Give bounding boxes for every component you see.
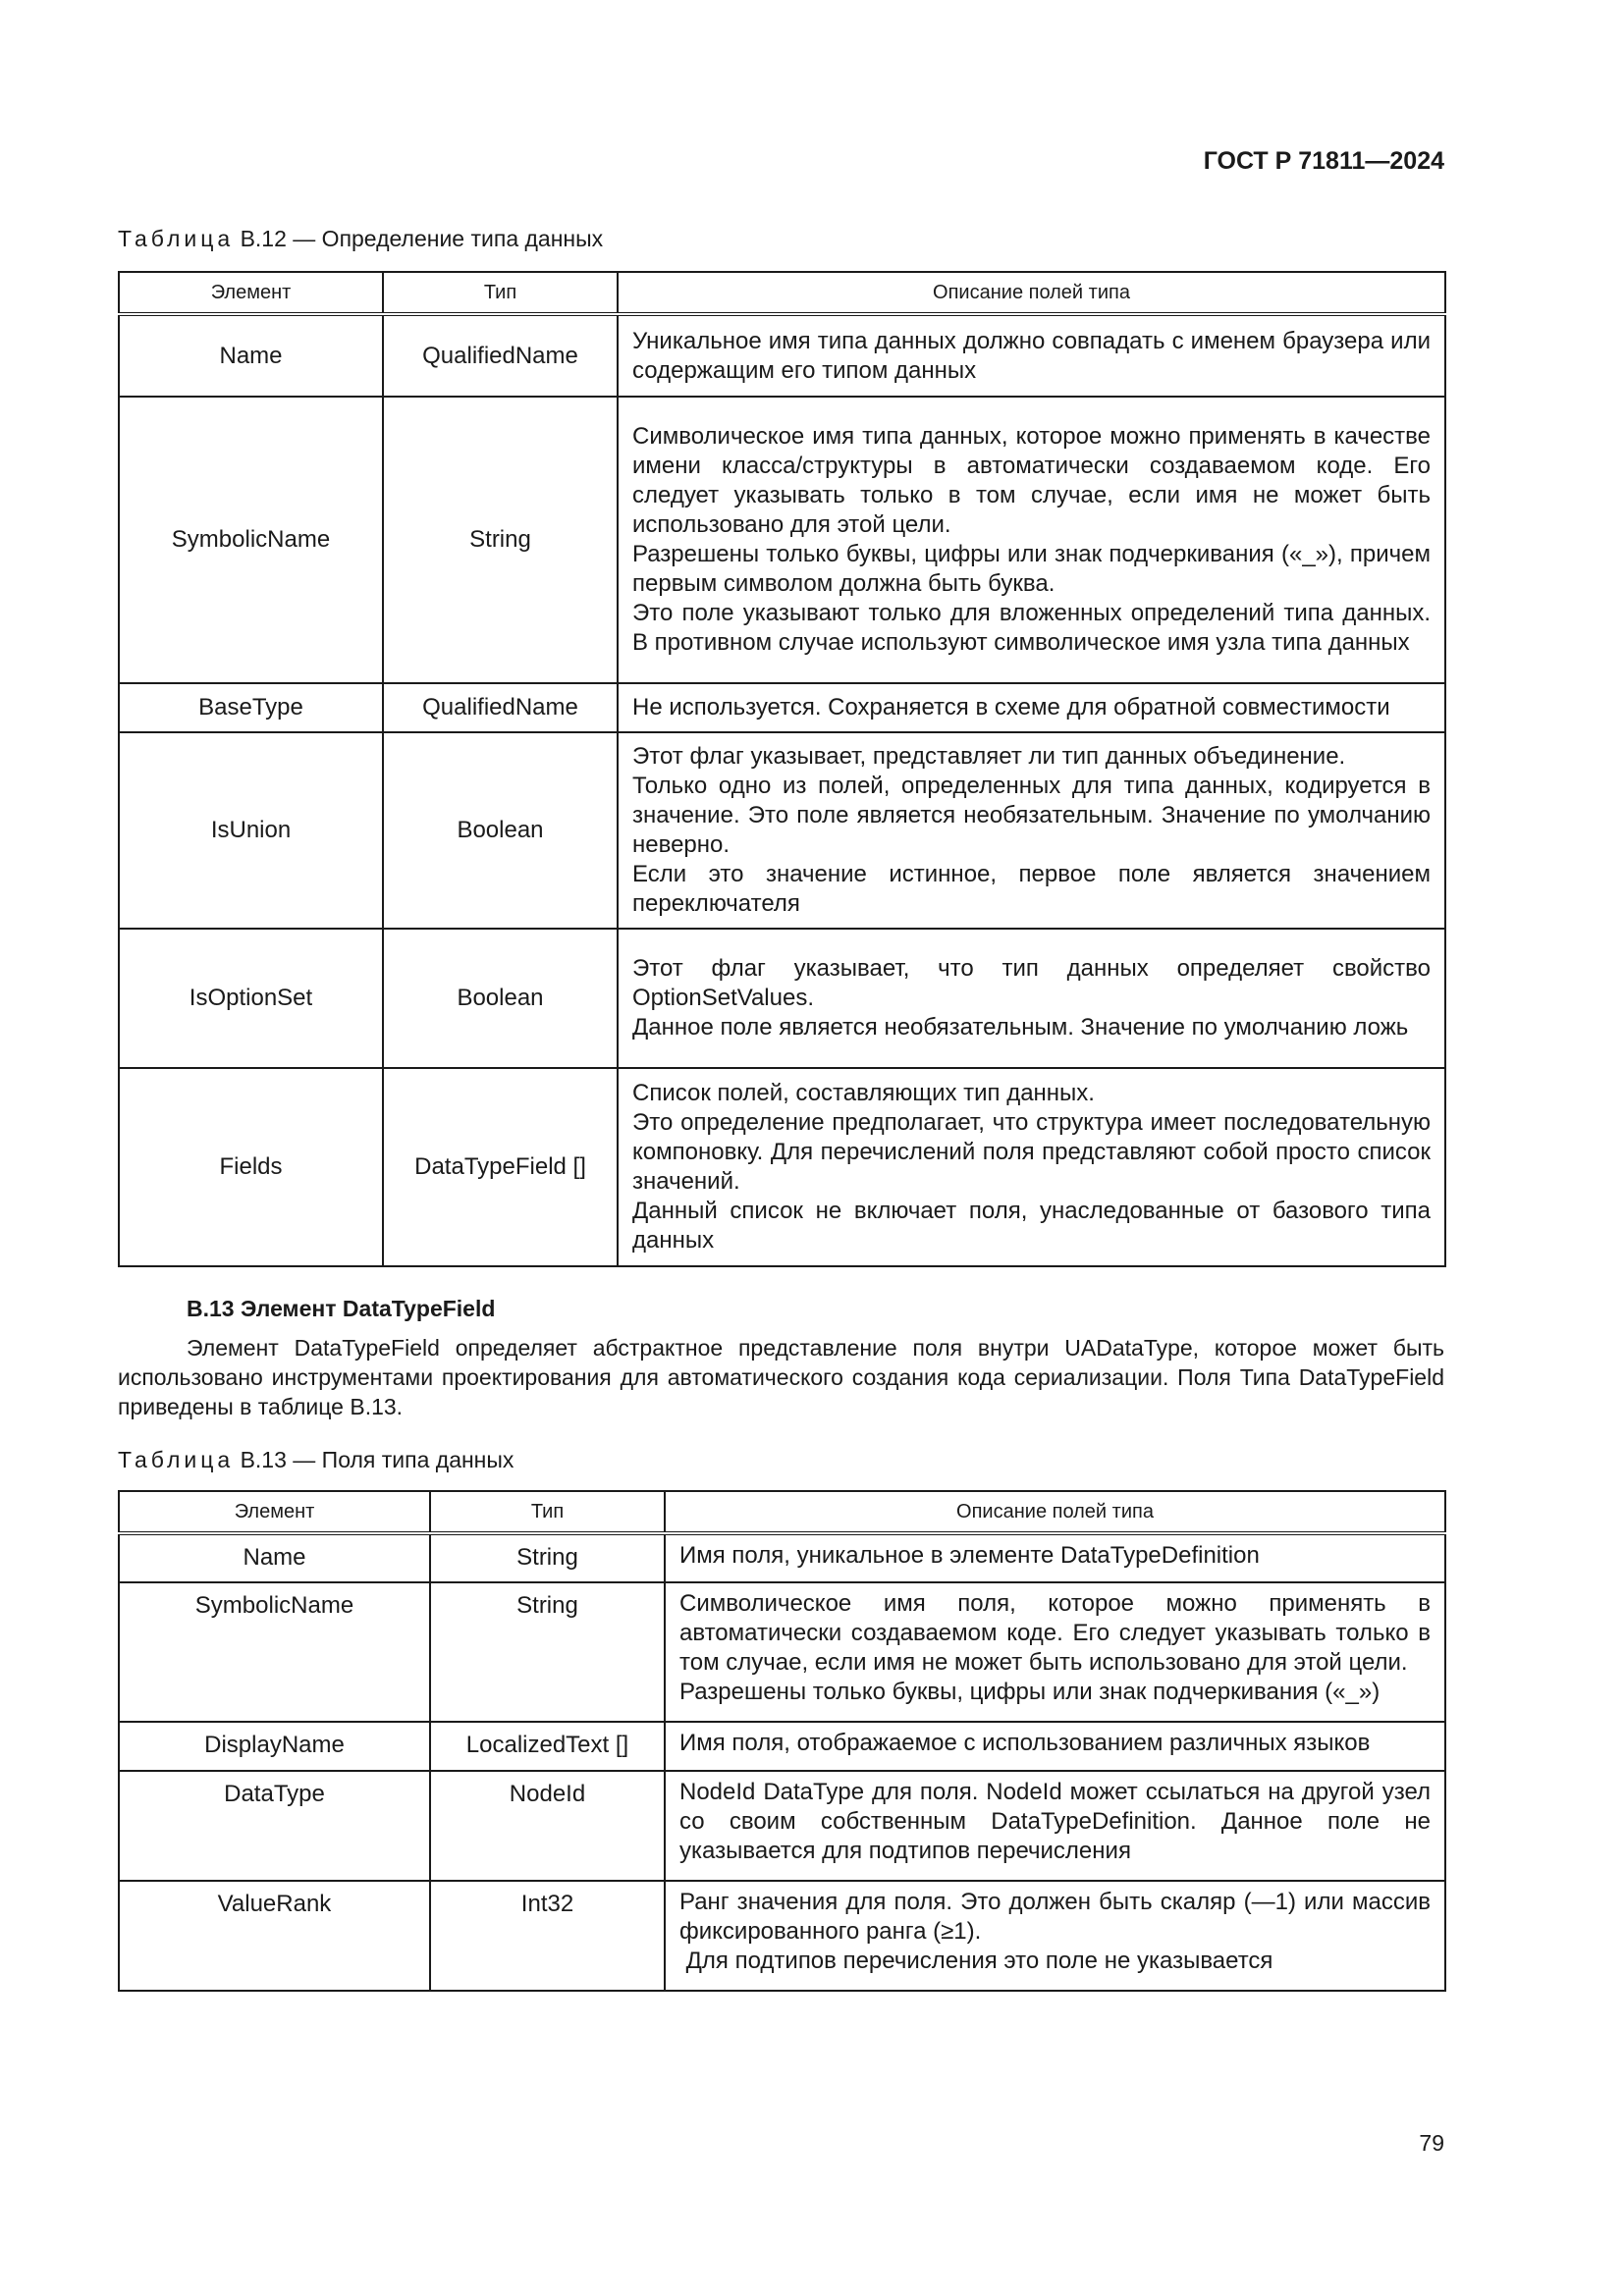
description-line: Список полей, составляющих тип данных. xyxy=(632,1080,1095,1106)
description-line: Имя поля, уникальное в элементе DataTypeDefinition xyxy=(679,1542,1260,1569)
element-cell: IsOptionSet xyxy=(119,929,383,1068)
element-cell: ValueRank xyxy=(119,1881,430,1991)
description-line: Символическое имя типа данных, которое можно применять в качестве имени класса/структуры в автоматически создаваемом коде. Его следует указывать только в том случае, если имя не может быть использовано для этой цели. xyxy=(632,423,1431,538)
description-line: Имя поля, отображаемое с использованием различных языков xyxy=(679,1730,1371,1756)
element-cell: SymbolicName xyxy=(119,1582,430,1722)
table-b13-caption-label: Таблица xyxy=(118,1447,235,1472)
description-line: Это поле указывают только для вложенных определений типа данных. В противном случае используют символическое имя узла типа данных xyxy=(632,600,1431,656)
description-line: Этот флаг указывает, что тип данных определяет свойство OptionSetValues. xyxy=(632,955,1431,1011)
column-header-element: Элемент xyxy=(119,1491,430,1533)
table-b13-caption-text: В.13 — Поля типа данных xyxy=(240,1447,514,1472)
column-header-description: Описание полей типа xyxy=(618,272,1445,314)
description-cell xyxy=(618,1068,1445,1266)
description-cell xyxy=(665,1771,1445,1881)
description-cell xyxy=(665,1722,1445,1771)
element-cell: IsUnion xyxy=(119,732,383,929)
description-line: Только одно из полей, определенных для типа данных, кодируется в значение. Это поле является необязательным. Значение по умолчанию неверно. xyxy=(632,773,1431,858)
table-b12-caption-text: В.12 — Определение типа данных xyxy=(240,226,604,251)
table-row xyxy=(119,397,1445,683)
description-line: Ранг значения для поля. Это должен быть скаляр (—1) или массив фиксированного ранга (≥1). xyxy=(679,1889,1431,1945)
description-cell xyxy=(618,683,1445,732)
table-row xyxy=(119,1582,1445,1722)
page-number: 79 xyxy=(1419,2130,1444,2156)
description-line: Данное поле является необязательным. Значение по умолчанию ложь xyxy=(632,1014,1409,1041)
type-cell: String xyxy=(383,397,618,683)
description-cell xyxy=(665,1881,1445,1991)
type-cell: QualifiedName xyxy=(383,683,618,732)
description-line: Символическое имя поля, которое можно применять в автоматически создаваемом коде. Его следует указывать только в том случае, если имя не может быть использовано для этой цели. xyxy=(679,1590,1431,1676)
element-cell: Fields xyxy=(119,1068,383,1266)
table-row xyxy=(119,1881,1445,1991)
element-cell: BaseType xyxy=(119,683,383,732)
type-cell: Boolean xyxy=(383,732,618,929)
description-cell xyxy=(618,732,1445,929)
type-cell: DataTypeField [] xyxy=(383,1068,618,1266)
table-b12 xyxy=(118,271,1446,1267)
type-cell: LocalizedText [] xyxy=(430,1722,665,1771)
description-cell xyxy=(665,1582,1445,1722)
element-cell: Name xyxy=(119,314,383,397)
table-row xyxy=(119,732,1445,929)
table-b12-caption-label: Таблица xyxy=(118,226,235,251)
description-cell xyxy=(618,397,1445,683)
table-row xyxy=(119,1533,1445,1582)
type-cell: Boolean xyxy=(383,929,618,1068)
type-cell: QualifiedName xyxy=(383,314,618,397)
document-header: ГОСТ Р 71811—2024 xyxy=(1203,147,1444,175)
section-paragraph: Элемент DataTypeField определяет абстрактное представление поля внутри UADataType, которое может быть использовано инструментами проектирования для автоматического создания кода сериализации. Поля Типа DataTypeField приведены в таблице В.13. xyxy=(118,1335,1444,1419)
column-header-description: Описание полей типа xyxy=(665,1491,1445,1533)
type-cell: NodeId xyxy=(430,1771,665,1881)
column-header-element: Элемент xyxy=(119,272,383,314)
description-line: Не используется. Сохраняется в схеме для обратной совместимости xyxy=(632,694,1390,721)
description-line: NodeId DataType для поля. NodeId может ссылаться на другой узел со своим собственным DataTypeDefinition. Данное поле не указывается для подтипов перечисления xyxy=(679,1779,1431,1864)
table-row xyxy=(119,314,1445,397)
section-heading: В.13 Элемент DataTypeField xyxy=(187,1296,496,1321)
column-header-type: Тип xyxy=(383,272,618,314)
table-b12-caption xyxy=(118,226,603,252)
description-line: Если это значение истинное, первое поле является значением переключателя xyxy=(632,861,1431,917)
element-cell: DataType xyxy=(119,1771,430,1881)
description-line: Уникальное имя типа данных должно совпадать с именем браузера или содержащим его типом данных xyxy=(632,327,1431,384)
table-row xyxy=(119,683,1445,732)
element-cell: Name xyxy=(119,1533,430,1582)
description-line: Разрешены только буквы, цифры или знак подчеркивания («_») xyxy=(679,1679,1380,1705)
type-cell: Int32 xyxy=(430,1881,665,1991)
description-cell xyxy=(618,314,1445,397)
table-row xyxy=(119,929,1445,1068)
description-cell xyxy=(665,1533,1445,1582)
type-cell: String xyxy=(430,1582,665,1722)
table-row xyxy=(119,1722,1445,1771)
table-b13 xyxy=(118,1490,1446,1992)
description-line: Разрешены только буквы, цифры или знак подчеркивания («_»), причем первым символом должна быть буква. xyxy=(632,541,1431,597)
element-cell: SymbolicName xyxy=(119,397,383,683)
type-cell: String xyxy=(430,1533,665,1582)
table-row xyxy=(119,1068,1445,1266)
description-line: Этот флаг указывает, представляет ли тип данных объединение. xyxy=(632,743,1346,770)
element-cell: DisplayName xyxy=(119,1722,430,1771)
description-line: Для подтипов перечисления это поле не указывается xyxy=(679,1948,1273,1974)
description-cell xyxy=(618,929,1445,1068)
description-line: Это определение предполагает, что структура имеет последовательную компоновку. Для перечислений поля представляют собой просто список значений. xyxy=(632,1109,1431,1195)
table-row xyxy=(119,1771,1445,1881)
table-b13-caption xyxy=(118,1447,514,1473)
column-header-type: Тип xyxy=(430,1491,665,1533)
description-line: Данный список не включает поля, унаследованные от базового типа данных xyxy=(632,1198,1431,1254)
